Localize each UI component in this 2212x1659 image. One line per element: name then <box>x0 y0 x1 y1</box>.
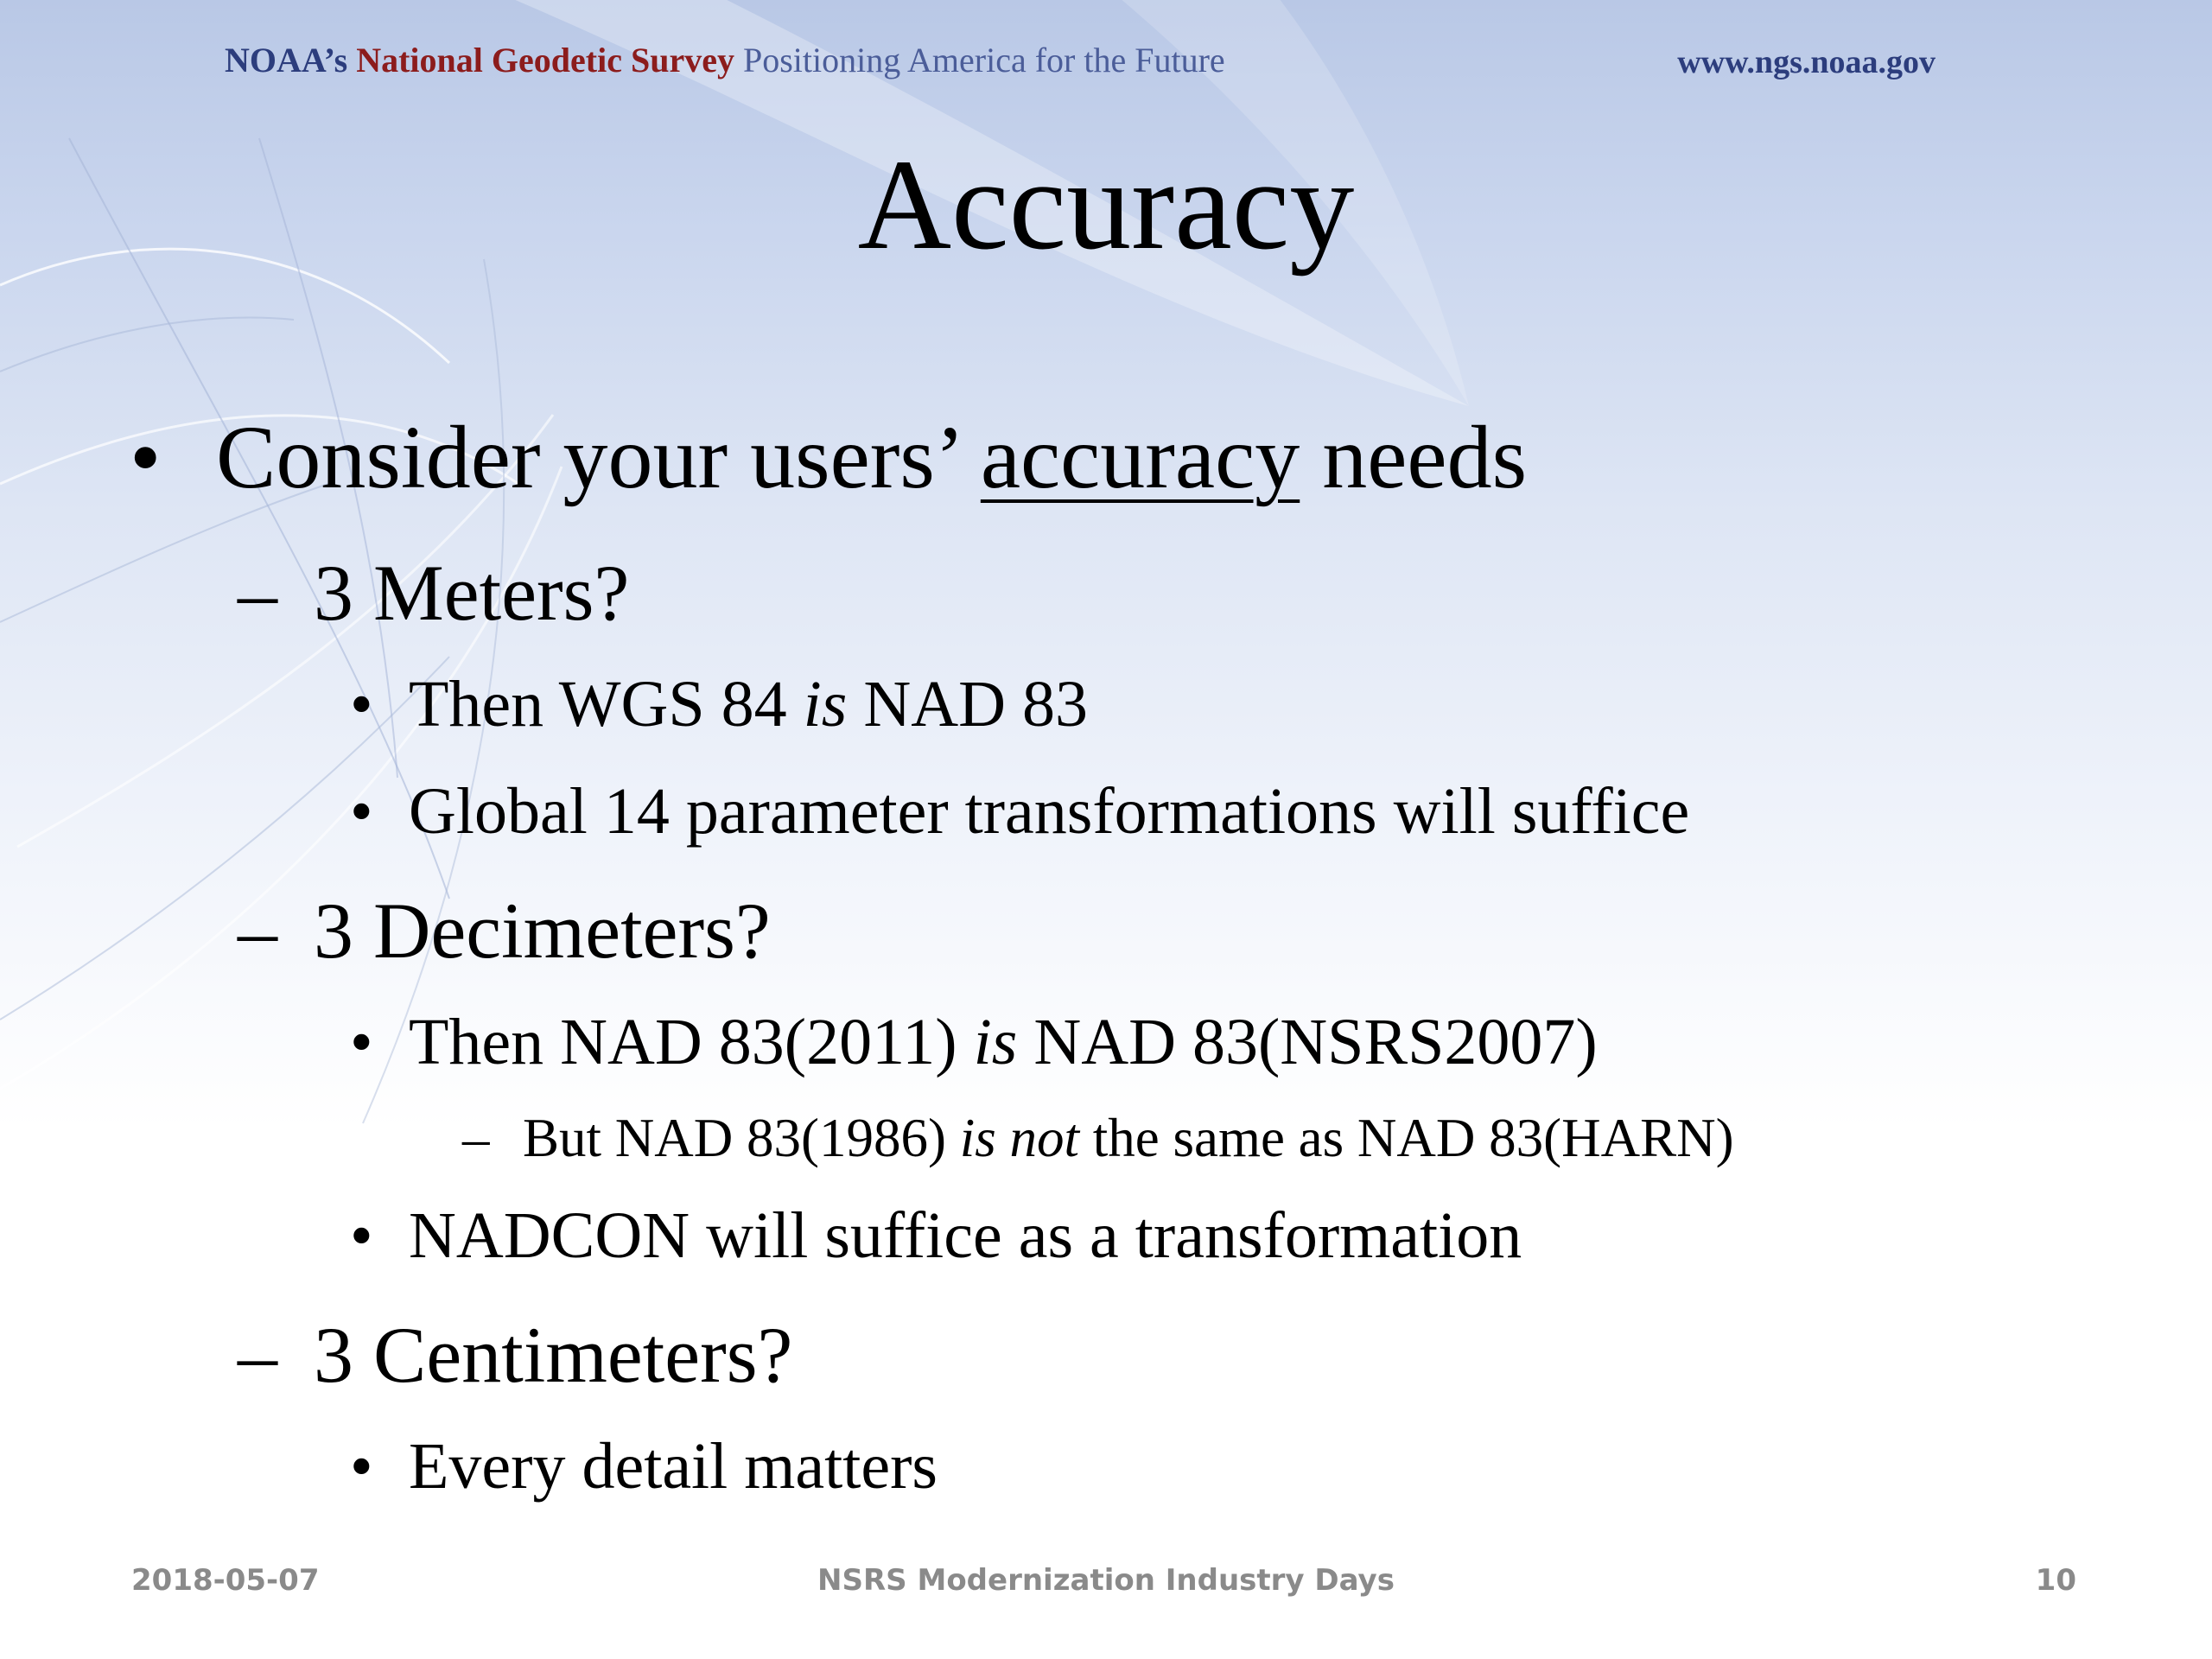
footer-page-number: 10 <box>2035 1563 2076 1598</box>
footer-event: NSRS Modernization Industry Days <box>817 1563 1395 1598</box>
subitem-text: But NAD 83(1986) <box>523 1108 960 1168</box>
header-org-line <box>225 40 1225 80</box>
bullet-text: Consider your users’ <box>216 408 981 507</box>
bullet-wgs84-is-nad83 <box>350 668 1089 741</box>
bullet-every-detail <box>350 1430 938 1503</box>
bullet-marker: • <box>350 668 373 741</box>
subitem-nad83-1986-note <box>462 1108 1734 1168</box>
bullet-text-end: NAD 83 <box>847 668 1089 741</box>
bullet-nad83-2011 <box>350 1006 1598 1078</box>
bullet-marker: • <box>130 408 162 507</box>
slide-title: Accuracy <box>857 133 1355 276</box>
italic-text: is <box>803 668 848 741</box>
bullet-text-end: needs <box>1300 408 1528 507</box>
subitem-text-end: the same as NAD 83(HARN) <box>1079 1108 1734 1168</box>
bullet-marker: • <box>350 1006 373 1078</box>
bullet-marker: • <box>350 1199 373 1272</box>
dash-marker: – <box>238 549 277 637</box>
header-url: www.ngs.noaa.gov <box>1677 44 1936 80</box>
bullet-marker: • <box>350 775 373 848</box>
bullet-consider-accuracy <box>130 408 1528 507</box>
dash-marker: – <box>462 1108 490 1168</box>
subitem-text: 3 Centimeters? <box>314 1311 793 1399</box>
bullet-text: Every detail matters <box>409 1430 938 1503</box>
bullet-text: Then NAD 83(2011) <box>409 1006 974 1078</box>
header-org-name: National Geodetic Survey <box>356 41 734 79</box>
header-org-prefix: NOAA’s <box>225 41 357 79</box>
subitem-3-meters <box>238 549 630 637</box>
footer-date: 2018-05-07 <box>131 1563 320 1598</box>
dash-marker: – <box>238 1311 277 1399</box>
bullet-text: Then WGS 84 <box>409 668 804 741</box>
italic-text: is <box>973 1006 1018 1078</box>
subitem-text: 3 Decimeters? <box>314 887 771 975</box>
bullet-text: NADCON will suffice as a transformation <box>409 1199 1522 1272</box>
subitem-text: 3 Meters? <box>314 549 630 637</box>
italic-text: is not <box>959 1108 1080 1168</box>
subitem-3-centimeters <box>238 1311 793 1399</box>
bullet-marker: • <box>350 1430 373 1503</box>
subitem-3-decimeters <box>238 887 771 975</box>
header-tagline: Positioning America for the Future <box>734 41 1225 79</box>
bullet-text: Global 14 parameter transformations will suffice <box>409 775 1690 848</box>
underlined-text: accuracy <box>980 408 1300 507</box>
dash-marker: – <box>238 887 277 975</box>
bullet-nadcon <box>350 1199 1522 1272</box>
bullet-global-14-parameter <box>350 775 1690 848</box>
bullet-text-end: NAD 83(NSRS2007) <box>1017 1006 1598 1078</box>
